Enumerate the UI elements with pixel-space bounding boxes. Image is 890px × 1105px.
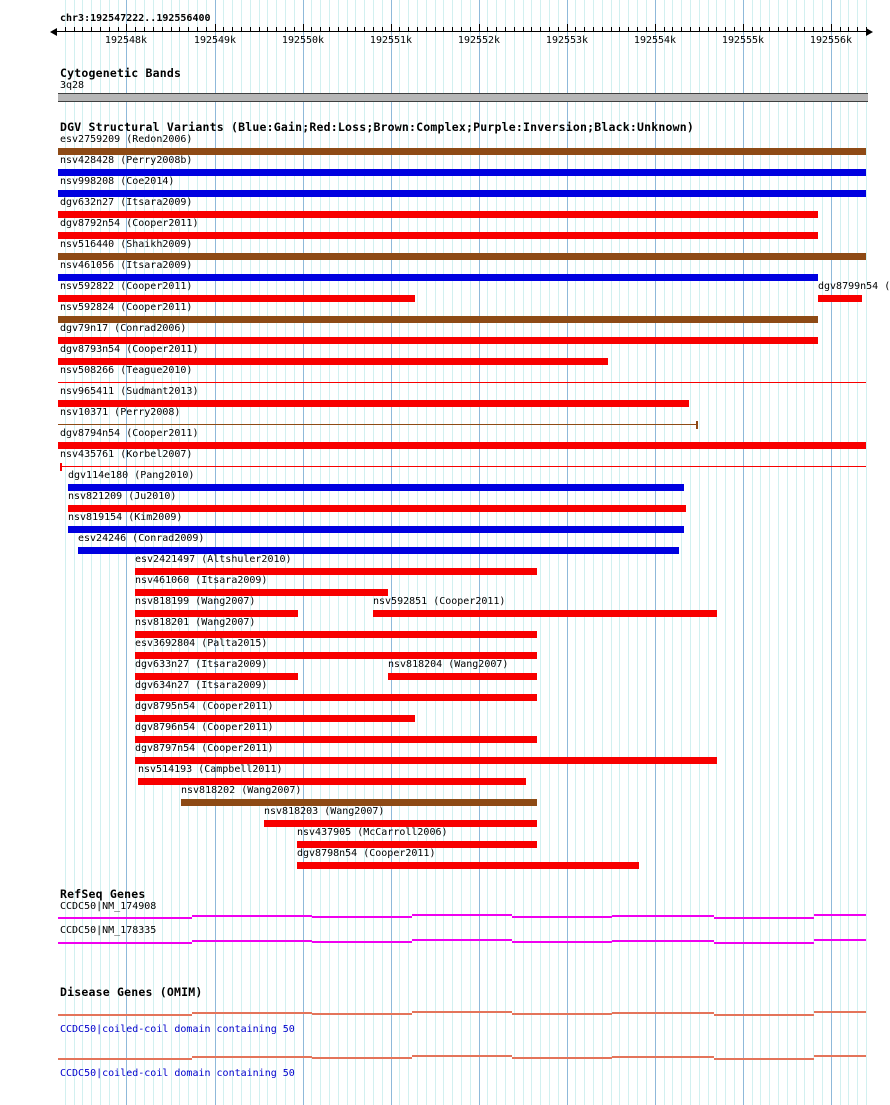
ruler-tick (232, 27, 233, 31)
variant-label: nsv592824 (Cooper2011) (60, 302, 193, 313)
gene-line-segment (192, 940, 312, 942)
gene-line-segment (512, 941, 612, 943)
variant-bar[interactable] (58, 316, 818, 323)
variant-label: nsv821209 (Ju2010) (68, 491, 177, 502)
ruler-tick-label: 192553k (545, 35, 589, 46)
ruler-tick (487, 27, 488, 31)
variant-label: nsv514193 (Campbell2011) (138, 764, 283, 775)
refseq-gene-label: CCDC50|NM_178335 (60, 925, 157, 936)
ruler-tick (417, 27, 418, 31)
ruler-tick (364, 27, 365, 31)
variant-bar[interactable] (135, 757, 717, 764)
gene-line-segment (192, 915, 312, 917)
variant-bar[interactable] (58, 211, 818, 218)
ruler-tick (664, 27, 665, 31)
variant-line[interactable] (61, 466, 866, 467)
ruler-tick (523, 27, 524, 31)
ruler-tick (558, 27, 559, 31)
variant-bar[interactable] (58, 169, 866, 176)
gene-line-segment (714, 1014, 814, 1016)
ruler-tick (294, 27, 295, 31)
ruler-tick (584, 27, 585, 31)
ruler-tick (162, 27, 163, 31)
ruler-tick (848, 27, 849, 31)
ruler-tick (435, 27, 436, 31)
gene-line-segment (312, 916, 412, 918)
variant-bar[interactable] (388, 673, 537, 680)
ruler-baseline (56, 31, 868, 32)
ruler-tick-label: 192552k (457, 35, 501, 46)
variant-bar[interactable] (58, 442, 866, 449)
ruler-tick (734, 27, 735, 31)
variant-label: nsv818199 (Wang2007) (135, 596, 256, 607)
gridline (752, 0, 753, 1105)
gene-line-segment (512, 916, 612, 918)
ruler-tick (109, 27, 110, 31)
variant-bar[interactable] (135, 568, 537, 575)
ruler-tick (153, 27, 154, 31)
ruler-tick (399, 27, 400, 31)
variant-label: nsv819154 (Kim2009) (68, 512, 183, 523)
ruler-tick (461, 27, 462, 31)
ruler-tick (699, 27, 700, 31)
variant-bar[interactable] (135, 715, 415, 722)
variant-bar[interactable] (58, 358, 608, 365)
ruler-tick (778, 27, 779, 31)
ruler-tick (285, 27, 286, 31)
gene-line-segment (412, 1055, 512, 1057)
ruler-tick (479, 24, 480, 31)
gene-line-segment (412, 1011, 512, 1013)
ruler-tick (496, 27, 497, 31)
variant-label: nsv818204 (Wang2007) (388, 659, 509, 670)
ruler-tick (593, 27, 594, 31)
ruler-tick (787, 27, 788, 31)
omim-gene-label: CCDC50|coiled-coil domain containing 50 (60, 1024, 295, 1035)
variant-bar[interactable] (58, 274, 818, 281)
variant-label: nsv818201 (Wang2007) (135, 617, 256, 628)
ruler-left-arrow-icon (50, 28, 57, 36)
gene-line-segment (58, 917, 192, 919)
variant-line[interactable] (58, 424, 698, 425)
gene-line-segment (612, 1012, 714, 1014)
ruler-tick (100, 27, 101, 31)
variant-label: dgv114e180 (Pang2010) (68, 470, 195, 481)
ruler-tick (223, 27, 224, 31)
variant-label: dgv8795n54 (Cooper2011) (135, 701, 274, 712)
ruler-tick (452, 27, 453, 31)
variant-label: nsv461060 (Itsara2009) (135, 575, 268, 586)
variant-label: nsv10371 (Perry2008) (60, 407, 181, 418)
dgv-header: DGV Structural Variants (Blue:Gain;Red:Loss;Brown:Complex;Purple:Inversion;Black:Unknown) (60, 120, 694, 134)
variant-label: nsv508266 (Teague2010) (60, 365, 193, 376)
gridline (760, 0, 761, 1105)
ruler-tick (840, 27, 841, 31)
variant-bar[interactable] (58, 190, 866, 197)
ruler-tick (540, 27, 541, 31)
cytogenetic-header: Cytogenetic Bands (60, 66, 182, 80)
ruler-tick-label: 192555k (721, 35, 765, 46)
ruler-tick (171, 27, 172, 31)
ruler-tick (126, 24, 127, 31)
ruler-tick (338, 27, 339, 31)
variant-bar[interactable] (373, 610, 717, 617)
gene-line-segment (814, 1055, 866, 1057)
ruler-tick (118, 27, 119, 31)
variant-bar[interactable] (135, 589, 388, 596)
variant-bar[interactable] (68, 505, 686, 512)
variant-line[interactable] (58, 382, 866, 383)
ruler-tick (65, 27, 66, 31)
gene-line-segment (814, 1011, 866, 1013)
variant-bar[interactable] (181, 799, 537, 806)
ruler-tick-label: 192549k (193, 35, 237, 46)
gridline (787, 0, 788, 1105)
ruler-tick (611, 27, 612, 31)
ruler-tick (250, 27, 251, 31)
ruler-tick (866, 27, 867, 31)
gene-line-segment (412, 914, 512, 916)
variant-label: esv2421497 (Altshuler2010) (135, 554, 292, 565)
ruler-tick (804, 27, 805, 31)
ruler-tick (303, 24, 304, 31)
ruler-tick (426, 27, 427, 31)
variant-label: nsv516440 (Shaikh2009) (60, 239, 193, 250)
ruler-tick (82, 27, 83, 31)
ruler-tick (549, 27, 550, 31)
ruler-tick (215, 24, 216, 31)
variant-label: nsv428428 (Perry2008b) (60, 155, 193, 166)
variant-label: dgv632n27 (Itsara2009) (60, 197, 193, 208)
ruler-tick (179, 27, 180, 31)
ruler-tick (276, 27, 277, 31)
variant-label: dgv79n17 (Conrad2006) (60, 323, 187, 334)
variant-bar[interactable] (68, 526, 684, 533)
ruler-tick (619, 27, 620, 31)
ruler-tick-label: 192556k (809, 35, 853, 46)
gene-line-segment (714, 917, 814, 919)
gene-line-segment (58, 942, 192, 944)
gridline (796, 0, 797, 1105)
ruler-tick (796, 27, 797, 31)
variant-bar[interactable] (135, 652, 537, 659)
ruler-tick (311, 27, 312, 31)
ruler-tick (373, 27, 374, 31)
ruler-tick-label: 192550k (281, 35, 325, 46)
variant-label: dgv8793n54 (Cooper2011) (60, 344, 199, 355)
ruler-tick (743, 24, 744, 31)
ruler-tick (505, 27, 506, 31)
refseq-header: RefSeq Genes (60, 887, 146, 901)
gene-line-segment (312, 941, 412, 943)
variant-label: nsv437905 (McCarroll2006) (297, 827, 448, 838)
variant-bar[interactable] (138, 778, 526, 785)
ruler-tick (813, 27, 814, 31)
ruler-tick (822, 27, 823, 31)
gridline (743, 0, 744, 1105)
variant-bar[interactable] (58, 253, 866, 260)
ruler-tick (567, 24, 568, 31)
variant-label: esv3692804 (Palta2015) (135, 638, 268, 649)
omim-header: Disease Genes (OMIM) (60, 985, 203, 999)
gene-line-segment (58, 1058, 192, 1060)
gridline (725, 0, 726, 1105)
refseq-gene-label: CCDC50|NM_174908 (60, 901, 157, 912)
variant-bar[interactable] (297, 841, 537, 848)
gene-line-segment (412, 939, 512, 941)
ruler-tick (575, 27, 576, 31)
gene-line-segment (612, 1056, 714, 1058)
ruler-tick-label: 192551k (369, 35, 413, 46)
gridline (778, 0, 779, 1105)
variant-end-tick (696, 421, 698, 429)
variant-bar[interactable] (135, 736, 537, 743)
variant-label: nsv461056 (Itsara2009) (60, 260, 193, 271)
variant-label: dgv8799n54 ( (818, 281, 890, 292)
variant-label: nsv592822 (Cooper2011) (60, 281, 193, 292)
variant-bar[interactable] (68, 484, 684, 491)
gridline (716, 0, 717, 1105)
ruler-tick-label: 192548k (104, 35, 148, 46)
variant-label: dgv8794n54 (Cooper2011) (60, 428, 199, 439)
variant-label: dgv8798n54 (Cooper2011) (297, 848, 436, 859)
ruler-tick (725, 27, 726, 31)
gene-line-segment (714, 1058, 814, 1060)
ruler-tick (144, 27, 145, 31)
gene-line-segment (612, 940, 714, 942)
variant-bar[interactable] (818, 295, 862, 302)
variant-label: dgv8796n54 (Cooper2011) (135, 722, 274, 733)
ruler-tick (91, 27, 92, 31)
gene-line-segment (612, 915, 714, 917)
ruler-tick-label: 192554k (633, 35, 677, 46)
ruler-tick (355, 27, 356, 31)
variant-bar[interactable] (58, 232, 818, 239)
variant-label: nsv818202 (Wang2007) (181, 785, 302, 796)
variant-label: nsv965411 (Sudmant2013) (60, 386, 199, 397)
ruler-tick (628, 27, 629, 31)
ruler-tick (329, 27, 330, 31)
gridline (866, 0, 867, 1105)
ruler-tick (188, 27, 189, 31)
variant-bar[interactable] (135, 694, 537, 701)
variant-label: esv2759209 (Redon2006) (60, 134, 193, 145)
ruler-tick (857, 27, 858, 31)
ruler-tick (716, 27, 717, 31)
gridline (769, 0, 770, 1105)
variant-label: nsv998208 (Coe2014) (60, 176, 175, 187)
ruler-tick (769, 27, 770, 31)
ruler-tick (752, 27, 753, 31)
ruler-tick (382, 27, 383, 31)
gene-line-segment (192, 1056, 312, 1058)
ruler-tick (708, 27, 709, 31)
cytoband-bar[interactable] (58, 93, 868, 102)
ruler-tick (672, 27, 673, 31)
ruler-tick (135, 27, 136, 31)
region-title: chr3:192547222..192556400 (60, 13, 211, 24)
ruler-tick (531, 27, 532, 31)
gene-line-segment (312, 1013, 412, 1015)
variant-bar[interactable] (135, 673, 298, 680)
ruler-tick (760, 27, 761, 31)
ruler-tick (206, 27, 207, 31)
gene-line-segment (312, 1057, 412, 1059)
ruler-tick (655, 24, 656, 31)
variant-bar[interactable] (297, 862, 639, 869)
gridline (734, 0, 735, 1105)
ruler-tick (602, 27, 603, 31)
ruler-tick (408, 27, 409, 31)
variant-label: esv24246 (Conrad2009) (78, 533, 205, 544)
ruler-tick (74, 27, 75, 31)
ruler-tick (267, 27, 268, 31)
variant-label: nsv592851 (Cooper2011) (373, 596, 506, 607)
variant-label: dgv633n27 (Itsara2009) (135, 659, 268, 670)
gene-line-segment (58, 1014, 192, 1016)
ruler-tick (681, 27, 682, 31)
variant-label: dgv634n27 (Itsara2009) (135, 680, 268, 691)
gene-line-segment (814, 939, 866, 941)
ruler-tick (690, 27, 691, 31)
omim-gene-label: CCDC50|coiled-coil domain containing 50 (60, 1068, 295, 1079)
gene-line-segment (512, 1013, 612, 1015)
ruler-tick (259, 27, 260, 31)
ruler-tick (646, 27, 647, 31)
gene-line-segment (192, 1012, 312, 1014)
ruler-tick (347, 27, 348, 31)
variant-bar[interactable] (135, 631, 537, 638)
variant-label: nsv818203 (Wang2007) (264, 806, 385, 817)
variant-bar[interactable] (58, 295, 415, 302)
ruler-tick (443, 27, 444, 31)
variant-bar[interactable] (78, 547, 679, 554)
ruler-right-arrow-icon (866, 28, 873, 36)
gridline (804, 0, 805, 1105)
ruler-tick (514, 27, 515, 31)
gene-line-segment (814, 914, 866, 916)
variant-bar[interactable] (58, 148, 866, 155)
variant-label: nsv435761 (Korbel2007) (60, 449, 193, 460)
variant-bar[interactable] (135, 610, 298, 617)
gene-line-segment (714, 942, 814, 944)
ruler-tick (831, 24, 832, 31)
variant-bar[interactable] (264, 820, 537, 827)
variant-start-tick (60, 463, 62, 471)
ruler-tick (391, 24, 392, 31)
gene-line-segment (512, 1057, 612, 1059)
ruler-tick (241, 27, 242, 31)
ruler-tick (197, 27, 198, 31)
variant-bar[interactable] (58, 400, 689, 407)
ruler-tick (320, 27, 321, 31)
variant-bar[interactable] (58, 337, 818, 344)
variant-label: dgv8797n54 (Cooper2011) (135, 743, 274, 754)
variant-label: dgv8792n54 (Cooper2011) (60, 218, 199, 229)
ruler-tick (637, 27, 638, 31)
cytoband-label: 3q28 (60, 80, 85, 91)
ruler-tick (470, 27, 471, 31)
